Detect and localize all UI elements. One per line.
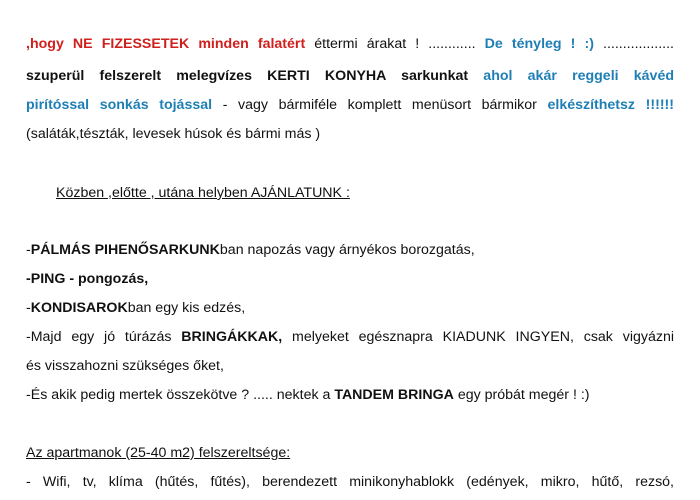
fitness-corner-bold: KONDISAROK (30, 300, 128, 316)
offer-bikes-continued: és visszahozni szükséges őket, (26, 358, 224, 374)
intro-line-3 (26, 95, 674, 115)
apartment-equipment-line: - Wifi, tv, klíma (hűtés, fűtés), berendezett minikonyhablokk (edények, mikro, hűtő, rezsó, (26, 474, 674, 490)
offer-fitness-corner: -KONDISAROKban egy kis edzés, (26, 300, 246, 316)
garden-kitchen-text: szuperül felszerelt melegvízes KERTI KONYHA sarkunkat (26, 68, 469, 84)
offer-tandem: -És akik pedig mertek összekötve ? ..... nektek a TANDEM BRINGA egy próbát megér ! :) (26, 387, 590, 403)
bikes-bold: BRINGÁKKAK, (181, 329, 283, 345)
intro-line-1 (26, 34, 674, 54)
offer-palm-corner: -PÁLMÁS PIHENŐSARKUNKban napozás vagy árnyékos borozgatás, (26, 242, 475, 258)
apartments-heading: Az apartmanok (25-40 m2) felszereltsége: (26, 445, 291, 461)
offers-heading: Közben ,előtte , utána helyben AJÁNLATUNK : (56, 185, 350, 201)
breakfast-coffee-text: ahol akár reggeli kávéd (468, 68, 675, 84)
dots-text: .................. (593, 36, 674, 52)
offer-bikes: -Majd egy jó túrázás BRINGÁKKAK, melyeket egésznapra KIADUNK INGYEN, csak vigyázni (26, 329, 674, 345)
can-prepare-text: elkészíthetsz !!!!!! (547, 97, 674, 113)
restaurant-prices-text: éttermi árakat ! ............ (305, 36, 485, 52)
palm-corner-bold: PÁLMÁS PIHENŐSARKUNK (30, 242, 220, 258)
intro-line-2 (26, 66, 674, 86)
any-menu-text: - vagy bármiféle komplett menüsort bármikor (212, 97, 548, 113)
tandem-bike-bold: TANDEM BRINGA (334, 387, 454, 403)
offer-ping-pong: -PING - pongozás, (26, 271, 149, 287)
really-text: De tényleg ! :) (484, 36, 594, 52)
toast-ham-egg-text: pirítóssal sonkás tojással (26, 97, 213, 113)
no-pay-text: ,hogy NE FIZESSETEK minden falatért (26, 36, 306, 52)
intro-line-4: (saláták,tészták, levesek húsok és bármi más ) (26, 126, 321, 142)
